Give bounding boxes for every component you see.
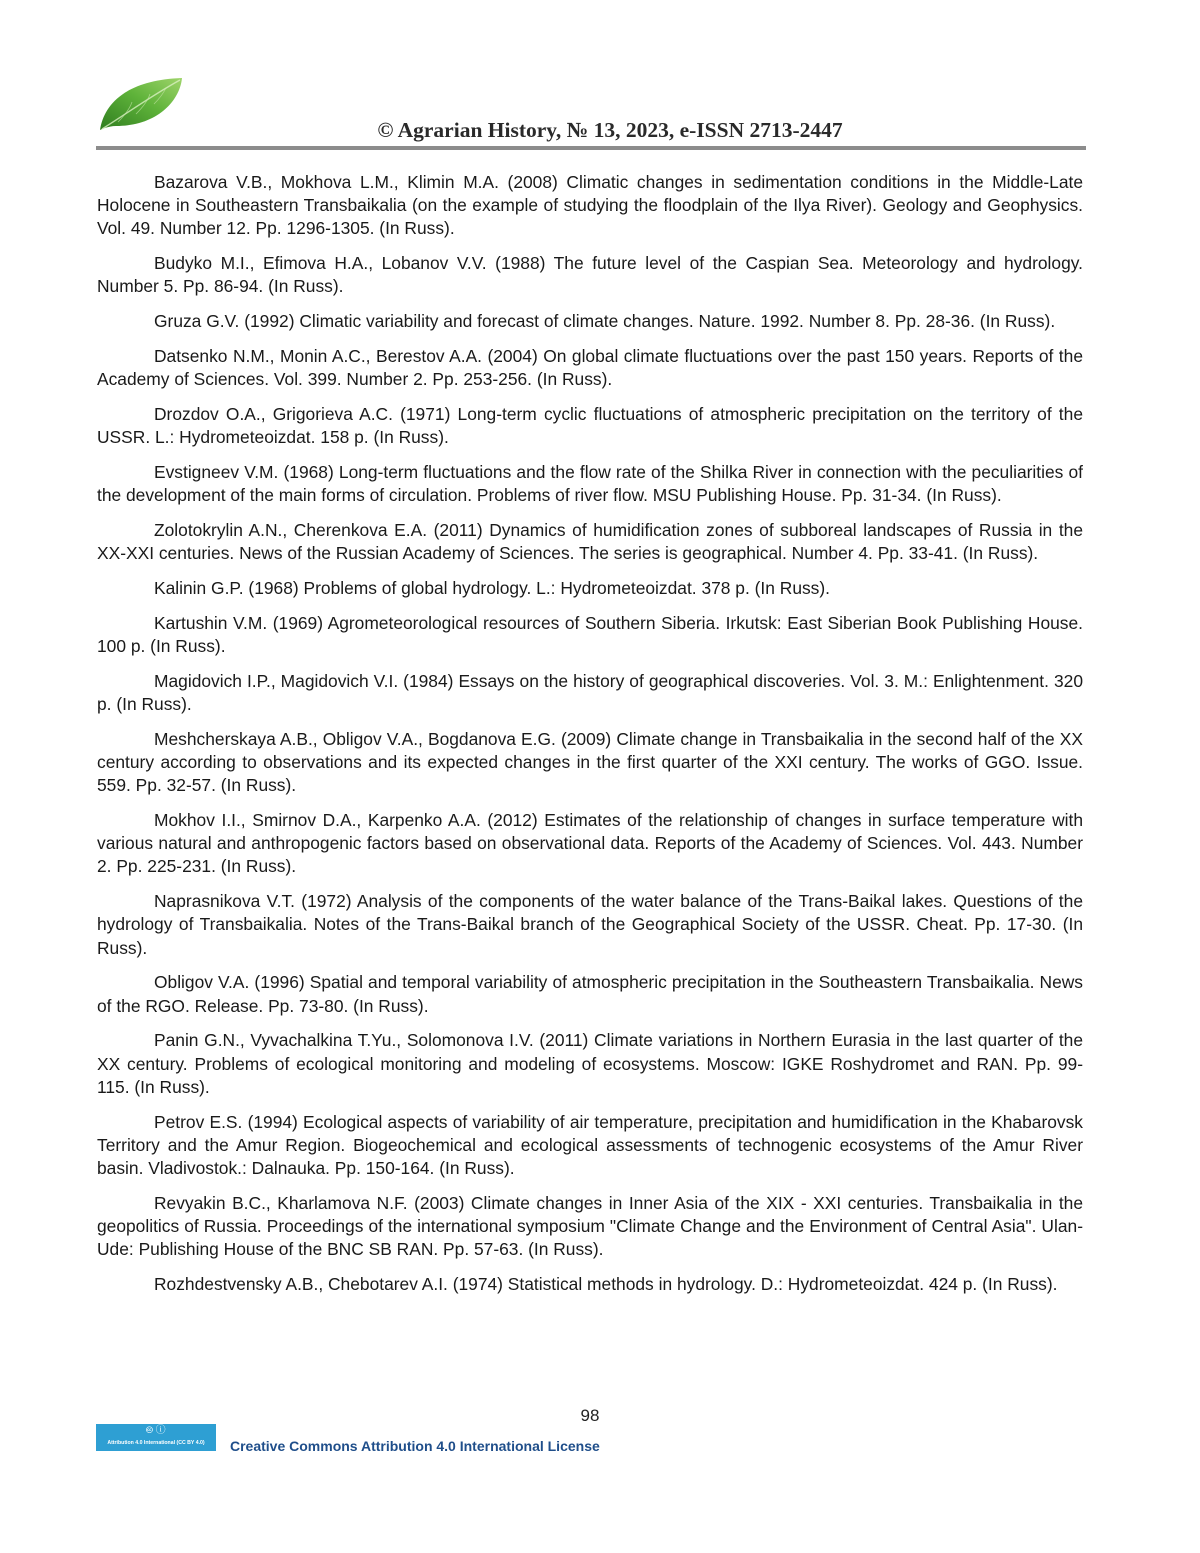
reference-item: Drozdov O.A., Grigorieva A.C. (1971) Long-term cyclic fluctuations of atmospheric precipitation on the territory of the USSR. L.: Hydrometeoizdat. 158 p. (In Russ). xyxy=(97,404,1083,448)
journal-title: © Agrarian History, № 13, 2023, e-ISSN 2713-2447 xyxy=(377,118,843,142)
reference-item: Meshcherskaya A.B., Obligov V.A., Bogdanova E.G. (2009) Climate change in Transbaikalia in the second half of the XX century according to observations and its expected changes in the first quarter of the XXI century. The works of GGO. Issue. 559. Pp. 32-57. (In Russ). xyxy=(97,728,1083,796)
reference-item: Mokhov I.I., Smirnov D.A., Karpenko A.A. (2012) Estimates of the relationship of changes in surface temperature with various natural and anthropogenic factors based on observational data. Reports of the Academy of Sciences. Vol. 443. Number 2. Pp. 225-231. (In Russ). xyxy=(97,810,1083,877)
reference-list xyxy=(97,171,1083,1308)
reference-item: Revyakin B.C., Kharlamova N.F. (2003) Climate changes in Inner Asia of the XIX - XXI centuries. Transbaikalia in the geopolitics of Russia. Proceedings of the international symposium "Climate Change and the Environment of Central Asia". Ulan-Ude: Publishing House of the BNC SB RAN. Pp. 57-63. (In Russ). xyxy=(97,1192,1083,1260)
reference-item: Panin G.N., Vyvachalkina T.Yu., Solomonova I.V. (2011) Climate variations in Northern Eurasia in the last quarter of the XX century. Problems of ecological monitoring and modeling of ecosystems. Moscow: IGKE Roshydromet and RAN. Pp. 99-115. (In Russ). xyxy=(97,1030,1083,1097)
license-link[interactable]: Creative Commons Attribution 4.0 International License xyxy=(230,1438,600,1454)
reference-item: Zolotokrylin A.N., Cherenkova E.A. (2011) Dynamics of humidification zones of subboreal landscapes of Russia in the XX-XXI centuries. News of the Russian Academy of Sciences. The series is geographical. Number 4. Pp. 33-41. (In Russ). xyxy=(97,520,1083,564)
reference-item: Petrov E.S. (1994) Ecological aspects of variability of air temperature, precipitation and humidification in the Khabarovsk Territory and the Amur Region. Biogeochemical and ecological assessments of technogenic ecosystems of the Amur River basin. Vladivostok.: Dalnauka. Pp. 150-164. (In Russ). xyxy=(97,1111,1083,1179)
page-number: 98 xyxy=(580,1406,600,1425)
header-divider xyxy=(96,146,1086,150)
cc-by-icon: 🅭 ⓘ xyxy=(146,1425,166,1436)
reference-item: Obligov V.A. (1996) Spatial and temporal variability of atmospheric precipitation in the Southeastern Transbaikalia. News of the RGO. Release. Pp. 73-80. (In Russ). xyxy=(97,972,1083,1016)
reference-item: Magidovich I.P., Magidovich V.I. (1984) Essays on the history of geographical discoveries. Vol. 3. M.: Enlightenment. 320 p. (In Russ). xyxy=(97,670,1083,714)
cc-license-badge[interactable] xyxy=(96,1424,216,1451)
reference-item: Evstigneev V.M. (1968) Long-term fluctuations and the flow rate of the Shilka River in connection with the peculiarities of the development of the main forms of circulation. Problems of river flow. MSU Publishing House. Pp. 31-34. (In Russ). xyxy=(97,462,1083,506)
reference-item: Bazarova V.B., Mokhova L.M., Klimin M.A. (2008) Climatic changes in sedimentation conditions in the Middle-Late Holocene in Southeastern Transbaikalia (on the example of studying the floodplain of the Ilya River). Geology and Geophysics. Vol. 49. Number 12. Pp. 1296-1305. (In Russ). xyxy=(97,172,1083,239)
reference-item: Datsenko N.M., Monin A.C., Berestov A.A. (2004) On global climate fluctuations over the past 150 years. Reports of the Academy of Sciences. Vol. 399. Number 2. Pp. 253-256. (In Russ). xyxy=(97,346,1083,390)
reference-item: Budyko M.I., Efimova H.A., Lobanov V.V. (1988) The future level of the Caspian Sea. Meteorology and hydrology. Number 5. Pp. 86-94. (In Russ). xyxy=(97,253,1083,297)
cc-badge-text: Attribution 4.0 International (CC BY 4.0) xyxy=(107,1440,205,1446)
reference-item: Naprasnikova V.T. (1972) Analysis of the components of the water balance of the Trans-Baikal lakes. Questions of the hydrology of Transbaikalia. Notes of the Trans-Baikal branch of the Geographical Society of the USSR. Cheat. Pp. 17-30. (In Russ). xyxy=(97,891,1083,958)
reference-item: Gruza G.V. (1992) Climatic variability and forecast of climate changes. Nature. 1992. Number 8. Pp. 28-36. (In Russ). xyxy=(154,311,1056,332)
reference-item: Kartushin V.M. (1969) Agrometeorological resources of Southern Siberia. Irkutsk: East Siberian Book Publishing House. 100 p. (In Russ). xyxy=(97,612,1083,656)
reference-item: Rozhdestvensky A.B., Chebotarev A.I. (1974) Statistical methods in hydrology. D.: Hydrometeoizdat. 424 p. (In Russ). xyxy=(154,1274,1058,1295)
reference-item: Kalinin G.P. (1968) Problems of global hydrology. L.: Hydrometeoizdat. 378 p. (In Russ). xyxy=(154,578,830,598)
